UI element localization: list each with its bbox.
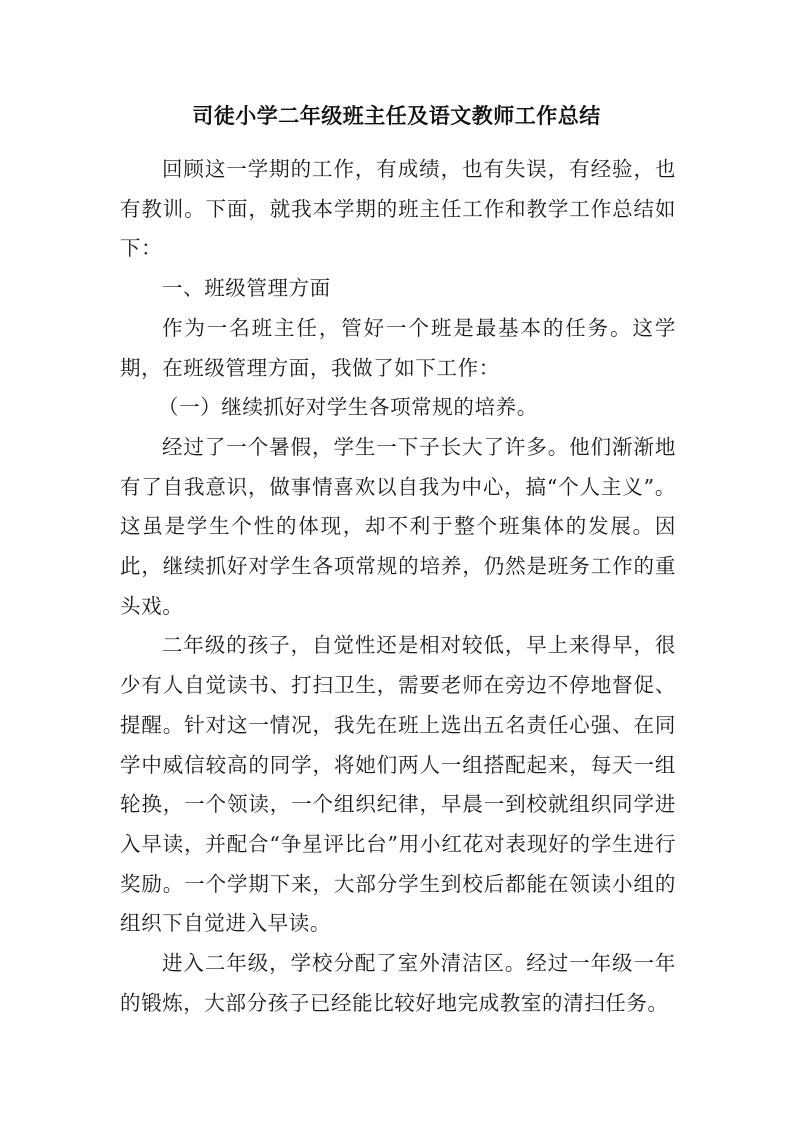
paragraph-morning-reading: 二年级的孩子，自觉性还是相对较低，早上来得早，很少有人自觉读书、打扫卫生，需要老师在旁边不停地督促、提醒。针对这一情况，我先在班上选出五名责任心强、在同学中威信较高的同学，将她们两人一组搭配起来，每天一组轮换，一个领读，一个组织纪律，早晨一到校就组织同学进入早读，并配合“争星评比台”用小红花对表现好的学生进行奖励。一个学期下来，大部分学生到校后都能在领读小组的组织下自觉进入早读。 xyxy=(120,633,676,936)
paragraph-summer-growth: 经过了一个暑假，学生一下子长大了许多。他们渐渐地有了自我意识，做事情喜欢以自我为中心，搞“个人主义”。这虽是学生个性的体现，却不利于整个班集体的发展。因此，继续抓好对学生各项常规的培养，仍然是班务工作的重头戏。 xyxy=(120,434,676,618)
subsection-heading-routine: （一）继续抓好对学生各项常规的培养。 xyxy=(158,395,538,420)
paragraph-cleaning-area: 进入二年级，学校分配了室外清洁区。经过一年级一年的锻炼，大部分孩子已经能比较好地完成教室的清扫任务。 xyxy=(120,951,676,1015)
paragraph-intro: 回顾这一学期的工作，有成绩，也有失误，有经验，也有教训。下面，就我本学期的班主任工作和教学工作总结如下： xyxy=(120,157,676,261)
paragraph-class-teacher-role: 作为一名班主任，管好一个班是最基本的任务。这学期，在班级管理方面，我做了如下工作： xyxy=(120,315,676,380)
section-heading-class-management: 一、班级管理方面 xyxy=(162,276,331,301)
document-title: 司徒小学二年级班主任及语文教师工作总结 xyxy=(192,104,601,128)
document-body xyxy=(120,150,676,1023)
